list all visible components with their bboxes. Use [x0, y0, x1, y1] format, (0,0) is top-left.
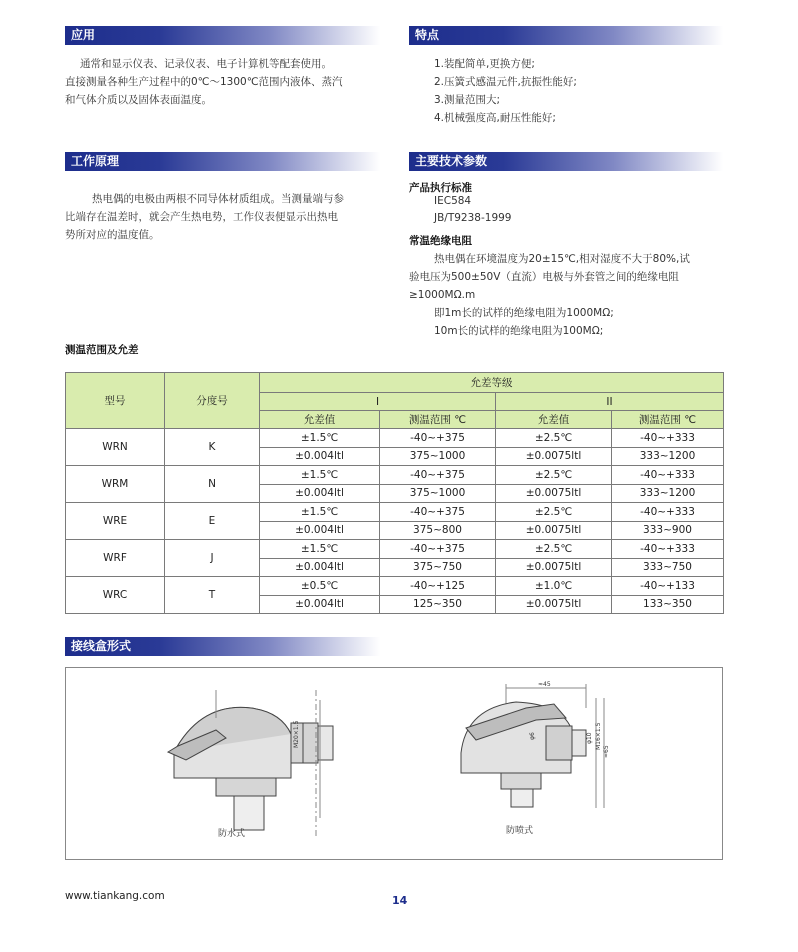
application-line-3: 和气体介质以及固体表面温度。 [65, 94, 212, 106]
feature-line-2: 2.压簧式感温元件,抗振性能好; [434, 76, 577, 88]
standard-1: IEC584 [434, 195, 472, 207]
feature-line-3: 3.测量范围大; [434, 94, 501, 106]
cell-temp-range-2: 333~1200 [612, 484, 724, 503]
junction-box-drawing [66, 668, 722, 859]
header-class-1: I [260, 393, 496, 411]
cell-temp-range-2: 333~750 [612, 558, 724, 577]
cell-grade: T [165, 577, 260, 614]
header-temp-range-1: 测温范围 ℃ [380, 411, 496, 429]
cell-temp-range-1: -40~+375 [380, 429, 496, 448]
cell-tol-value-2: ±2.5℃ [496, 466, 612, 485]
cell-model: WRM [66, 466, 165, 503]
cell-temp-range-2: 333~900 [612, 521, 724, 540]
range-table-title: 测温范围及允差 [65, 344, 139, 356]
cell-grade: N [165, 466, 260, 503]
table-row [66, 540, 724, 559]
cell-tol-value-2: ±0.0075ltl [496, 447, 612, 466]
caption-waterproof: 防水式 [218, 829, 246, 839]
feature-line-4: 4.机械强度高,耐压性能好; [434, 112, 556, 124]
cell-tol-value-1: ±0.004ltl [260, 521, 380, 540]
cell-tol-value-2: ±2.5℃ [496, 429, 612, 448]
insulation-line-2: 验电压为500±50V（直流）电极与外套管之间的绝缘电阻 [409, 271, 679, 283]
cell-tol-value-1: ±0.5℃ [260, 577, 380, 596]
cell-temp-range-2: -40~+333 [612, 429, 724, 448]
header-temp-range-2: 测温范围 ℃ [612, 411, 724, 429]
insulation-line-4: 即1m长的试样的绝缘电阻为1000MΩ; [434, 307, 614, 319]
cell-temp-range-1: 375~1000 [380, 484, 496, 503]
cell-temp-range-1: 375~750 [380, 558, 496, 577]
standard-title: 产品执行标准 [409, 182, 472, 194]
cell-temp-range-1: 375~800 [380, 521, 496, 540]
caption-splashproof: 防喷式 [506, 826, 534, 836]
cell-grade: J [165, 540, 260, 577]
cell-temp-range-1: -40~+375 [380, 503, 496, 522]
dim-right-phi10: φ10 [586, 732, 593, 744]
cell-temp-range-2: -40~+333 [612, 466, 724, 485]
cell-tol-value-1: ±0.004ltl [260, 595, 380, 614]
header-tol-value-1: 允差值 [260, 411, 380, 429]
header-tol-value-2: 允差值 [496, 411, 612, 429]
dim-left-thread: M20×1.5 [293, 720, 300, 748]
cell-tol-value-2: ±2.5℃ [496, 503, 612, 522]
cell-temp-range-2: -40~+333 [612, 503, 724, 522]
principle-line-3: 势所对应的温度值。 [65, 229, 160, 241]
cell-temp-range-1: 125~350 [380, 595, 496, 614]
cell-temp-range-2: -40~+133 [612, 577, 724, 596]
cell-model: WRE [66, 503, 165, 540]
cell-tol-value-2: ±2.5℃ [496, 540, 612, 559]
insulation-line-5: 10m长的试样的绝缘电阻为100MΩ; [434, 325, 604, 337]
insulation-title: 常温绝缘电阻 [409, 235, 472, 247]
cell-tol-value-1: ±0.004ltl [260, 447, 380, 466]
application-line-2: 直接测量各种生产过程中的0℃～1300℃范围内液体、蒸汽 [65, 76, 343, 88]
dim-right-thread: M16×1.5 [595, 722, 602, 750]
page-number: 14 [392, 894, 408, 907]
section-header-principle: 工作原理 [65, 152, 380, 171]
cell-tol-value-1: ±0.004ltl [260, 484, 380, 503]
cell-tol-value-1: ±1.5℃ [260, 540, 380, 559]
header-tolerance-class: 允差等级 [260, 373, 724, 393]
insulation-line-1: 热电偶在环境温度为20±15℃,相对湿度不大于80%,试 [434, 253, 690, 265]
header-grade: 分度号 [165, 373, 260, 429]
standard-2: JB/T9238-1999 [434, 212, 512, 224]
dim-right-width: ≈45 [538, 681, 551, 688]
table-row [66, 503, 724, 522]
section-header-specs: 主要技术参数 [409, 152, 723, 171]
insulation-line-3: ≥1000MΩ.m [409, 289, 476, 301]
cell-temp-range-1: -40~+375 [380, 466, 496, 485]
dim-right-phi6: φ6 [529, 732, 536, 740]
cell-temp-range-1: 375~1000 [380, 447, 496, 466]
principle-line-1: 热电偶的电极由两根不同导体材质组成。当测量端与参 [92, 193, 344, 205]
feature-line-1: 1.装配简单,更换方便; [434, 58, 535, 70]
tolerance-table [65, 372, 724, 614]
cell-model: WRC [66, 577, 165, 614]
cell-tol-value-2: ±0.0075ltl [496, 484, 612, 503]
cell-temp-range-2: 333~1200 [612, 447, 724, 466]
cell-tol-value-1: ±1.5℃ [260, 503, 380, 522]
section-header-features: 特点 [409, 26, 723, 45]
dim-right-height: ≈65 [603, 745, 610, 758]
header-class-2: II [496, 393, 724, 411]
cell-grade: K [165, 429, 260, 466]
cell-tol-value-2: ±0.0075ltl [496, 558, 612, 577]
cell-model: WRF [66, 540, 165, 577]
cell-model: WRN [66, 429, 165, 466]
header-model: 型号 [66, 373, 165, 429]
cell-temp-range-1: -40~+125 [380, 577, 496, 596]
cell-tol-value-1: ±1.5℃ [260, 429, 380, 448]
cell-tol-value-2: ±0.0075ltl [496, 521, 612, 540]
application-line-1: 通常和显示仪表、记录仪表、电子计算机等配套使用。 [80, 58, 332, 70]
junction-box-diagram [65, 667, 723, 860]
footer-url[interactable]: www.tiankang.com [65, 890, 165, 902]
cell-tol-value-2: ±0.0075ltl [496, 595, 612, 614]
section-header-application: 应用 [65, 26, 380, 45]
table-row [66, 577, 724, 596]
table-row [66, 429, 724, 448]
table-row [66, 466, 724, 485]
cell-temp-range-2: 133~350 [612, 595, 724, 614]
cell-grade: E [165, 503, 260, 540]
cell-tol-value-1: ±1.5℃ [260, 466, 380, 485]
cell-temp-range-2: -40~+333 [612, 540, 724, 559]
cell-tol-value-2: ±1.0℃ [496, 577, 612, 596]
cell-temp-range-1: -40~+375 [380, 540, 496, 559]
principle-line-2: 比端存在温差时，就会产生热电势，工作仪表便显示出热电 [65, 211, 338, 223]
section-header-junction-box: 接线盒形式 [65, 637, 380, 656]
cell-tol-value-1: ±0.004ltl [260, 558, 380, 577]
